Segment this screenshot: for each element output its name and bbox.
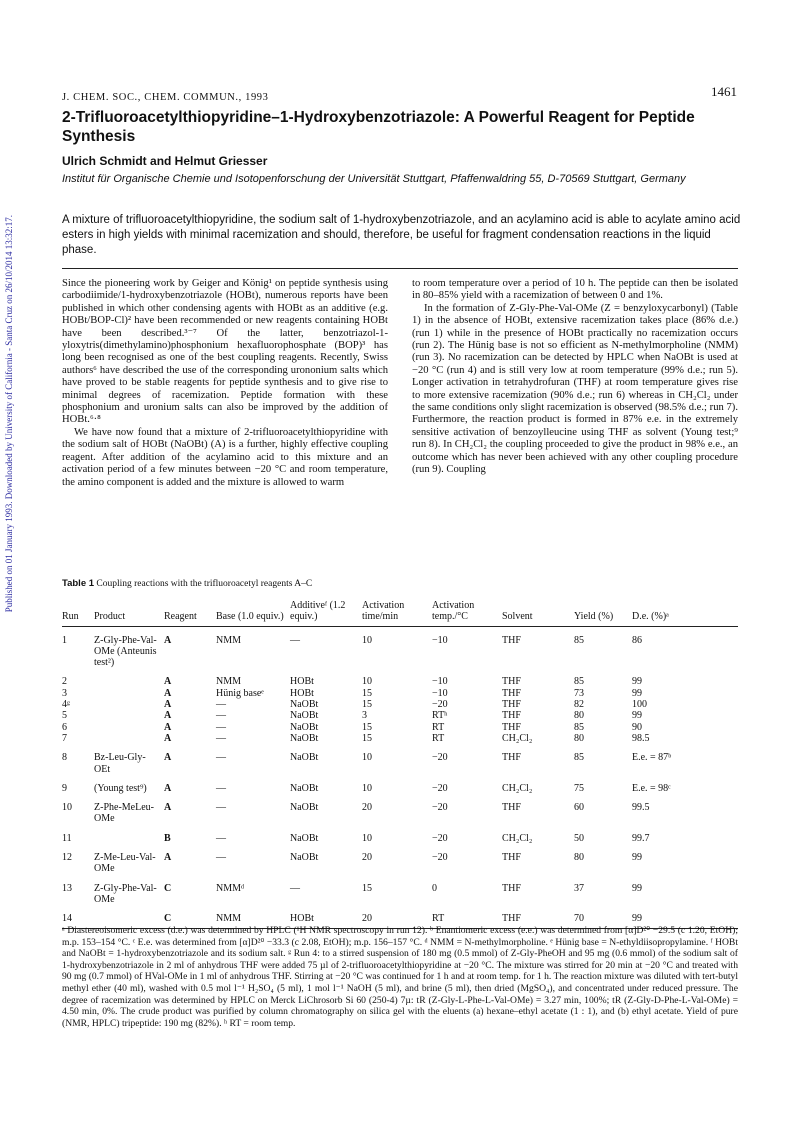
column-header: Additiveᶠ (1.2 equiv.) (290, 598, 362, 626)
column-header: Reagent (164, 598, 216, 626)
cell-yield: 85 (574, 721, 584, 733)
column-header: Activation time/min (362, 598, 432, 626)
cell-base: NMM (216, 905, 290, 928)
cell-yield: 70 (574, 905, 632, 928)
cell-product: Z-Phe-MeLeu-OMe (94, 802, 154, 825)
table-header-row (62, 598, 738, 626)
cell-de: 100 (632, 699, 647, 711)
cell-base: — (216, 752, 226, 764)
cell-solvent: THF (502, 676, 521, 688)
cell-reagent: A (164, 687, 172, 699)
cell-run: 2 (62, 676, 67, 688)
cell-base: — (216, 782, 226, 794)
cell-time: 10 (362, 676, 372, 688)
cell-additive: NaOBt (290, 699, 319, 711)
authors: Ulrich Schmidt and Helmut Griesser (62, 154, 268, 168)
cell-run: 4ᵍ (62, 699, 71, 711)
cell-yield: 73 (574, 687, 584, 699)
cell-temp: −10 (432, 676, 448, 688)
cell-de: 99.7 (632, 832, 650, 844)
cell-additive: NaOBt (290, 782, 319, 794)
cell-yield: 85 (574, 676, 584, 688)
cell-solvent: THF (502, 634, 521, 646)
cell-product: (Young test⁹) (94, 782, 147, 794)
table-row (62, 825, 738, 844)
page-number: 1461 (711, 84, 737, 99)
cell-additive: — (290, 882, 300, 894)
cell-run: 7 (62, 732, 67, 744)
cell-de: 99 (632, 852, 642, 864)
cell-reagent: A (164, 710, 172, 722)
cell-de: 90 (632, 721, 642, 733)
cell-time: 15 (362, 882, 372, 894)
cell-temp: −20 (432, 832, 448, 844)
cell-de: E.e. = 98ᶜ (632, 782, 671, 794)
cell-product (94, 825, 164, 844)
column-header: D.e. (%)ᵃ (632, 598, 738, 626)
cell-solvent: THF (502, 882, 521, 894)
cell-base: Hünig baseᵉ (216, 687, 264, 699)
cell-yield: 85 (574, 634, 584, 646)
column-header: Product (94, 598, 164, 626)
body-paragraph: In the formation of Z-Gly-Phe-Val-OMe (Z = benzyloxycarbonyl) (Table 1) in the absence of HOBt, extensive racemization takes place (86% d.e.) (run 1) while in the presence of HOBt practically no racemization occurs (run 2). The Hünig base is not so efficient as N-methylmorpholine (NMM) (run 3). No racemization can be detected by HPLC when NaOBt is used at −20 °C (run 4) and is still very low at room temperature (99% d.e.; run 5). Longer activation in tetrahydrofuran (THF) at room temperature gives rise to more extensive racemization (90% d.e.; run 6) whereas in CH₂Cl₂ under the same conditions only slight racemization is observed (98.5% d.e.; run 7). Furthermore, the reaction product is formed in 87% e.e. in the extremely sensitive activation of benzoylleucine using THF as solvent (Young test;⁹ run 8). In CH₂Cl₂ the coupling proceeded to give the product in 98% e.e., an outcome which has never been achieved with any other coupling procedure (run 9). Coupling (412, 302, 738, 476)
cell-run: 14 (62, 905, 94, 928)
cell-product (94, 688, 164, 699)
cell-run: 3 (62, 687, 67, 699)
table-row (62, 688, 738, 699)
cell-reagent: A (164, 721, 172, 733)
cell-run: 8 (62, 752, 67, 764)
cell-time: 20 (362, 905, 432, 928)
cell-solvent: THF (502, 905, 574, 928)
body-paragraph: Since the pioneering work by Geiger and König¹ on peptide synthesis using carbodiimide/1-hydroxybenzotriazole (HOBt), numerous reports have been published in which other condensing agents with HOBt as an additive (e.g. HOBt/BOP-Cl)² have been recommended or new reagents containing HOBt have been described.³⁻⁷ Of the latter, benzotriazol-1-yloxytris(dimethylamino)phosphonium hexafluorophosphate (BOP)³ has long been recognised as one of the best coupling reagents. Recently, Swiss authors⁶ have described the use of the corresponding urononium salts which have proved to be stable reagents for peptide synthesis and to give rise to minimal degrees of racemization. Peptide formation with these phosphonium and uronium salts can also be improved by the addition of HOBt.⁶·⁸ (62, 278, 388, 426)
cell-base: NMM (216, 676, 242, 688)
cell-time: 15 (362, 699, 372, 711)
article-title: 2-Trifluoroacetylthiopyridine–1-Hydroxybenzotriazole: A Powerful Reagent for Peptide Synthesis (62, 109, 695, 145)
cell-time: 15 (362, 687, 372, 699)
cell-additive: HOBt (290, 905, 362, 928)
body-paragraph: to room temperature over a period of 10 h. The peptide can then be isolated in 80–85% yield with a racemization of between 0 and 1%. (412, 278, 738, 302)
cell-reagent: A (164, 676, 172, 688)
cell-base: — (216, 802, 226, 814)
cell-de: 86 (632, 634, 642, 646)
cell-base: — (216, 710, 226, 722)
cell-reagent: C (164, 905, 216, 928)
cell-product: Bz-Leu-Gly-OEt (94, 752, 146, 775)
cell-run: 5 (62, 710, 67, 722)
cell-additive: NaOBt (290, 852, 319, 864)
cell-time: 10 (362, 634, 372, 646)
cell-product: Z-Me-Leu-Val-OMe (94, 852, 156, 875)
cell-product: Z-Gly-Phe-Val-OMe (Anteunis test²) (94, 634, 157, 669)
table-row (62, 722, 738, 733)
column-header: Solvent (502, 598, 574, 626)
body-column-left (62, 278, 388, 489)
cell-temp: RT (432, 721, 445, 733)
cell-base: — (216, 699, 226, 711)
cell-time: 20 (362, 852, 372, 864)
table-row (62, 875, 738, 906)
cell-product (94, 722, 164, 733)
cell-solvent: THF (502, 852, 521, 864)
cell-de: E.e. = 87ᵇ (632, 752, 672, 764)
cell-yield: 37 (574, 882, 584, 894)
cell-reagent: A (164, 802, 172, 814)
cell-time: 3 (362, 710, 367, 722)
cell-solvent: THF (502, 710, 521, 722)
cell-base: — (216, 732, 226, 744)
table-row (62, 744, 738, 775)
cell-base: — (216, 852, 226, 864)
cell-temp: 0 (432, 882, 437, 894)
download-stamp: Published on 01 January 1993. Downloaded by University of California - Santa Cruz on 26/10/2014 13:32:17. (4, 215, 14, 613)
cell-de: 99 (632, 676, 642, 688)
table-row (62, 844, 738, 875)
cell-de: 99.5 (632, 802, 650, 814)
table-caption (62, 578, 312, 589)
cell-additive: NaOBt (290, 832, 319, 844)
cell-yield: 80 (574, 710, 584, 722)
cell-de: 99 (632, 905, 738, 928)
table-row (62, 775, 738, 794)
cell-yield: 60 (574, 802, 584, 814)
cell-product (94, 699, 164, 710)
cell-de: 99 (632, 710, 642, 722)
cell-product (94, 668, 164, 687)
table-row (62, 733, 738, 744)
cell-solvent: THF (502, 752, 521, 764)
cell-solvent: THF (502, 687, 521, 699)
cell-temp: −10 (432, 634, 448, 646)
cell-time: 15 (362, 721, 372, 733)
cell-time: 10 (362, 752, 372, 764)
cell-additive: — (290, 634, 300, 646)
cell-additive: NaOBt (290, 802, 319, 814)
body-column-right (412, 278, 738, 477)
cell-time: 20 (362, 802, 372, 814)
cell-base: NMMᵈ (216, 882, 245, 894)
cell-de: 99 (632, 882, 642, 894)
cell-reagent: A (164, 732, 172, 744)
cell-temp: RT (432, 732, 445, 744)
cell-solvent: THF (502, 699, 521, 711)
cell-base: NMM (216, 634, 242, 646)
cell-reagent: A (164, 752, 172, 764)
cell-solvent: THF (502, 802, 521, 814)
cell-temp: −20 (432, 852, 448, 864)
cell-yield: 85 (574, 752, 584, 764)
cell-de: 99 (632, 687, 642, 699)
cell-product (94, 733, 164, 744)
cell-reagent: A (164, 782, 172, 794)
table-footnotes: ᵃ Diastereoisomeric excess (d.e.) was determined by HPLC (¹H NMR spectroscopy in run 12). ᵇ Enantiomeric excess (e.e.) was determined from [α]D²⁰ −29.5 (c 1.20, EtOH); m.p. 153–154 °C. ᶜ E.e. was determined from [α]D²⁰ −33.3 (c 2.08, EtOH); m.p. 156–157 °C. ᵈ NMM = N-methylmorpholine. ᵉ Hünig base = N-ethyldiisopropylamine. ᶠ HOBt and NaOBt = 1-hydroxybenzotriazole and its sodium salt. ᵍ Run 4: to a stirred suspension of 180 mg (0.5 mmol) of Z-Gly-PheOH and 95 mg (0.6 mmol) of the sodium salt of 1-hydroxybenzotriazole in 2 ml of anhydrous THF were added 75 µl of 2-trifluoroacetylthiopyridine at −20 °C. The mixture was stirred for 20 min at −20 °C and treated with 90 mg (0.7 mmol) of HVal-OMe in 1 ml of anhydrous THF. Stirring at −20 °C was continued for 1 h and at room temp. for 1 h. The reaction mixture was diluted with tert-butyl methyl ether (40 ml), washed with 0.5 mol l⁻¹ H₂SO₄ (5 ml), 1 mol l⁻¹ NaOH (5 ml), and brine (5 ml), then dried (MgSO₄), and concentrated under reduced pressure. The degree of racemization was determined by HPLC on Merck LiChrosorb Si 60 (250-4) 7µ: tR (Z-Gly-L-Phe-L-Val-OMe) = 3.27 min, 100%; tR (Z-Gly-D-Phe-L-Val-OMe) = 4.50 min, 0%. The crude product was purified by column chromatography on silica gel with the eluents (a) hexane–ethyl acetate (1 : 1), and (b) ethyl acetate. Yield of pure (NMR, HPLC) tripeptide: 190 mg (82%). ʰ RT = room temp. (62, 925, 738, 1029)
column-header: Yield (%) (574, 598, 632, 626)
cell-yield: 80 (574, 852, 584, 864)
table-caption-label: Table 1 (62, 578, 95, 589)
cell-temp: −10 (432, 687, 448, 699)
cell-reagent: A (164, 634, 172, 646)
journal-header: J. CHEM. SOC., CHEM. COMMUN., 1993 (62, 92, 269, 103)
cell-run: 1 (62, 634, 67, 646)
cell-yield: 75 (574, 782, 584, 794)
cell-reagent: A (164, 699, 172, 711)
cell-yield: 80 (574, 732, 584, 744)
cell-additive: NaOBt (290, 721, 319, 733)
cell-run: 11 (62, 832, 72, 844)
cell-solvent: CH₂Cl₂ (502, 832, 533, 844)
cell-product (94, 710, 164, 721)
table-row (62, 626, 738, 668)
cell-temp: RT (432, 905, 502, 928)
cell-additive: NaOBt (290, 752, 319, 764)
cell-solvent: THF (502, 721, 521, 733)
table-body (62, 626, 738, 928)
cell-additive: HOBt (290, 687, 314, 699)
cell-solvent: CH₂Cl₂ (502, 782, 533, 794)
table-row (62, 699, 738, 710)
cell-temp: −20 (432, 782, 448, 794)
cell-base: — (216, 832, 226, 844)
cell-additive: NaOBt (290, 710, 319, 722)
cell-temp: −20 (432, 752, 448, 764)
cell-temp: −20 (432, 699, 448, 711)
cell-run: 12 (62, 852, 72, 864)
table-caption-text: Coupling reactions with the trifluoroacetyl reagents A–C (94, 579, 313, 589)
cell-run: 6 (62, 721, 67, 733)
table-row (62, 794, 738, 825)
coupling-table (62, 598, 738, 929)
cell-de: 98.5 (632, 732, 650, 744)
cell-run: 13 (62, 882, 72, 894)
cell-run: 9 (62, 782, 67, 794)
abstract: A mixture of trifluoroacetylthiopyridine, the sodium salt of 1-hydroxybenzotriazole, and an acylamino acid is able to acylate amino acid esters in high yields with minimal racemization and should, therefore, be useful for fragment condensation reactions in the liquid phase. (62, 214, 741, 256)
cell-product: Z-Gly-Phe-Val-OMe (94, 882, 157, 905)
abstract-rule (62, 268, 738, 269)
table-row (62, 668, 738, 687)
cell-time: 10 (362, 782, 372, 794)
cell-time: 15 (362, 732, 372, 744)
cell-additive: HOBt (290, 676, 314, 688)
column-header: Base (1.0 equiv.) (216, 598, 290, 626)
cell-temp: −20 (432, 802, 448, 814)
cell-yield: 82 (574, 699, 584, 711)
body-paragraph: We have now found that a mixture of 2-trifluoroacetylthiopyridine with the sodium salt of HOBt (NaOBt) (A) is a further, highly effective coupling reagent. After addition of the acylamino acid to this mixture and an activation period of a few minutes between −20 °C and room temperature, the amino component is added and the mixture is allowed to warm (62, 426, 388, 488)
cell-base: — (216, 721, 226, 733)
cell-additive: NaOBt (290, 732, 319, 744)
column-header: Activation temp./°C (432, 598, 502, 626)
cell-time: 10 (362, 832, 372, 844)
cell-solvent: CH₂Cl₂ (502, 732, 533, 744)
cell-yield: 50 (574, 832, 584, 844)
cell-reagent: B (164, 832, 171, 844)
table-row (62, 710, 738, 721)
affiliation: Institut für Organische Chemie und Isotopenforschung der Universität Stuttgart, Pfaffenwaldring 55, D-70569 Stuttgart, Germany (62, 173, 686, 185)
cell-reagent: A (164, 852, 172, 864)
column-header: Run (62, 598, 94, 626)
cell-reagent: C (164, 882, 172, 894)
cell-temp: RTʰ (432, 710, 448, 722)
cell-run: 10 (62, 802, 72, 814)
